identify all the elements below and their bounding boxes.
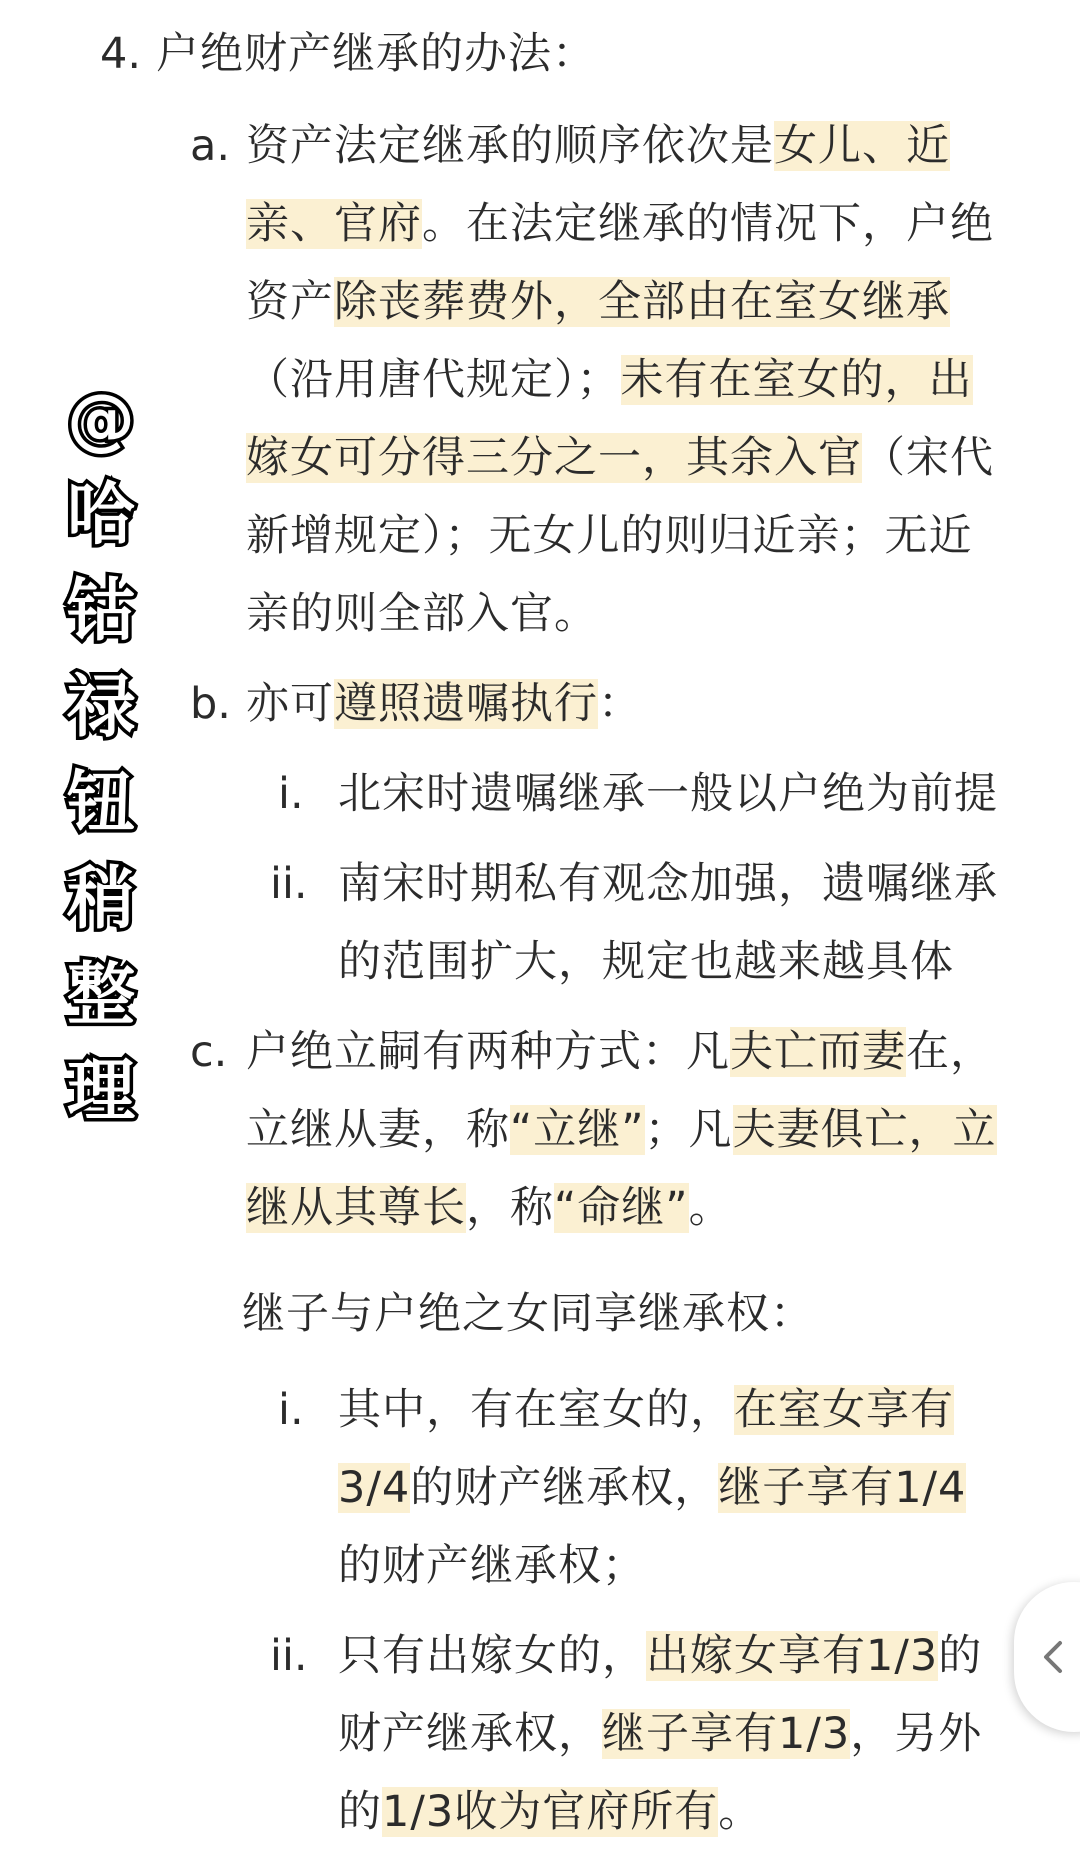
item-b-ii-line: 的范围扩大，规定也越来越具体 bbox=[338, 937, 954, 987]
text-run: 。 bbox=[688, 1183, 733, 1233]
text-run: 资产 bbox=[246, 277, 334, 327]
text-run: ；凡 bbox=[644, 1105, 733, 1155]
side-collapse-button[interactable] bbox=[1014, 1582, 1080, 1732]
text-run: 的 bbox=[338, 1787, 382, 1837]
section-heading: 户绝财产继承的办法： bbox=[156, 29, 596, 79]
text-run: 立继从妻，称 bbox=[246, 1105, 510, 1155]
item-c-ii-line bbox=[338, 1782, 762, 1842]
list-marker-c-ii: ii. bbox=[270, 1631, 308, 1681]
highlight-run: 出嫁女享有1/3 bbox=[646, 1631, 939, 1681]
item-c-line bbox=[246, 1178, 733, 1238]
text-run: 只有出嫁女的， bbox=[338, 1631, 646, 1681]
highlight-run: 遵照遗嘱执行 bbox=[334, 679, 598, 729]
item-a-line bbox=[246, 194, 994, 254]
text-run: 户绝立嗣有两种方式：凡 bbox=[246, 1027, 730, 1077]
paragraph-shared-rights: 继子与户绝之女同享继承权： bbox=[242, 1289, 814, 1339]
list-marker-c-i: i. bbox=[278, 1385, 304, 1435]
highlight-run: 除丧葬费外，全部由在室女继承 bbox=[334, 277, 950, 327]
highlight-run: 继从其尊长 bbox=[246, 1183, 466, 1233]
text-run: （沿用唐代规定）； bbox=[246, 355, 621, 405]
list-marker-c: c. bbox=[190, 1027, 228, 1077]
text-run: 。在法定继承的情况下，户绝 bbox=[422, 199, 994, 249]
highlight-run: 亲、官府 bbox=[246, 199, 422, 249]
item-b-line bbox=[246, 674, 642, 734]
highlight-run: 1/3收为官府所有 bbox=[382, 1787, 719, 1837]
item-c-ii-line bbox=[338, 1704, 982, 1764]
item-b-ii-line: 南宋时期私有观念加强，遗嘱继承 bbox=[338, 859, 998, 909]
highlight-run: 女儿、近 bbox=[774, 121, 950, 171]
item-a-line: 亲的则全部入官。 bbox=[246, 589, 598, 639]
item-c-line bbox=[246, 1100, 997, 1160]
item-b-i-line: 北宋时遗嘱继承一般以户绝为前提 bbox=[338, 769, 998, 819]
item-a-line bbox=[246, 116, 950, 176]
highlight-run: 在室女享有 bbox=[734, 1385, 954, 1435]
text-run: ，称 bbox=[466, 1183, 554, 1233]
text-run: 资产法定继承的顺序依次是 bbox=[246, 121, 774, 171]
item-a-line bbox=[246, 350, 973, 410]
watermark-char: 钴 bbox=[66, 572, 135, 651]
item-a-line: 新增规定）；无女儿的则归近亲；无近 bbox=[246, 511, 973, 561]
text-run: 财产继承权， bbox=[338, 1709, 602, 1759]
watermark-char: 稍 bbox=[66, 860, 135, 939]
text-run: 在， bbox=[906, 1027, 994, 1077]
text-run: 的 bbox=[938, 1631, 983, 1681]
text-run: ： bbox=[598, 679, 642, 729]
list-marker-b-i: i. bbox=[278, 769, 304, 819]
chevron-left-icon bbox=[1036, 1637, 1072, 1677]
text-run: （宋代 bbox=[862, 433, 994, 483]
highlight-run: 继子享有1/4 bbox=[718, 1463, 967, 1513]
highlight-run: 夫亡而妻 bbox=[730, 1027, 906, 1077]
watermark-char: @ bbox=[67, 380, 135, 459]
text-run: ，另外 bbox=[850, 1709, 983, 1759]
highlight-run: “命继” bbox=[554, 1183, 689, 1233]
highlight-run: 嫁女可分得三分之一，其余入官 bbox=[246, 433, 862, 483]
item-c-i-line bbox=[338, 1458, 966, 1518]
item-c-i-line: 的财产继承权； bbox=[338, 1541, 646, 1591]
item-c-i-line bbox=[338, 1380, 954, 1440]
watermark-char: 钮 bbox=[66, 764, 135, 843]
watermark-char: 整 bbox=[66, 956, 135, 1035]
text-run: 其中，有在室女的， bbox=[338, 1385, 734, 1435]
list-marker-b-ii: ii. bbox=[270, 859, 308, 909]
watermark-char: 禄 bbox=[66, 668, 135, 747]
text-run: 亦可 bbox=[246, 679, 334, 729]
highlight-run: 3/4 bbox=[338, 1463, 411, 1513]
list-marker-b: b. bbox=[190, 679, 231, 729]
highlight-run: 继子享有1/3 bbox=[602, 1709, 851, 1759]
watermark-char: 哈 bbox=[66, 476, 135, 555]
watermark bbox=[56, 372, 146, 1140]
watermark-char: 理 bbox=[66, 1052, 135, 1131]
text-run: 。 bbox=[718, 1787, 763, 1837]
highlight-run: 未有在室女的，出 bbox=[620, 355, 973, 405]
highlight-run: 夫妻俱亡，立 bbox=[732, 1105, 997, 1155]
item-c-line bbox=[246, 1022, 994, 1082]
list-marker-a: a. bbox=[190, 121, 231, 171]
item-c-ii-line bbox=[338, 1626, 982, 1686]
item-a-line bbox=[246, 272, 950, 332]
highlight-run: “立继” bbox=[510, 1105, 645, 1155]
text-run: 的财产继承权， bbox=[410, 1463, 719, 1513]
item-a-line bbox=[246, 428, 994, 488]
list-marker-4: 4. bbox=[100, 29, 142, 79]
